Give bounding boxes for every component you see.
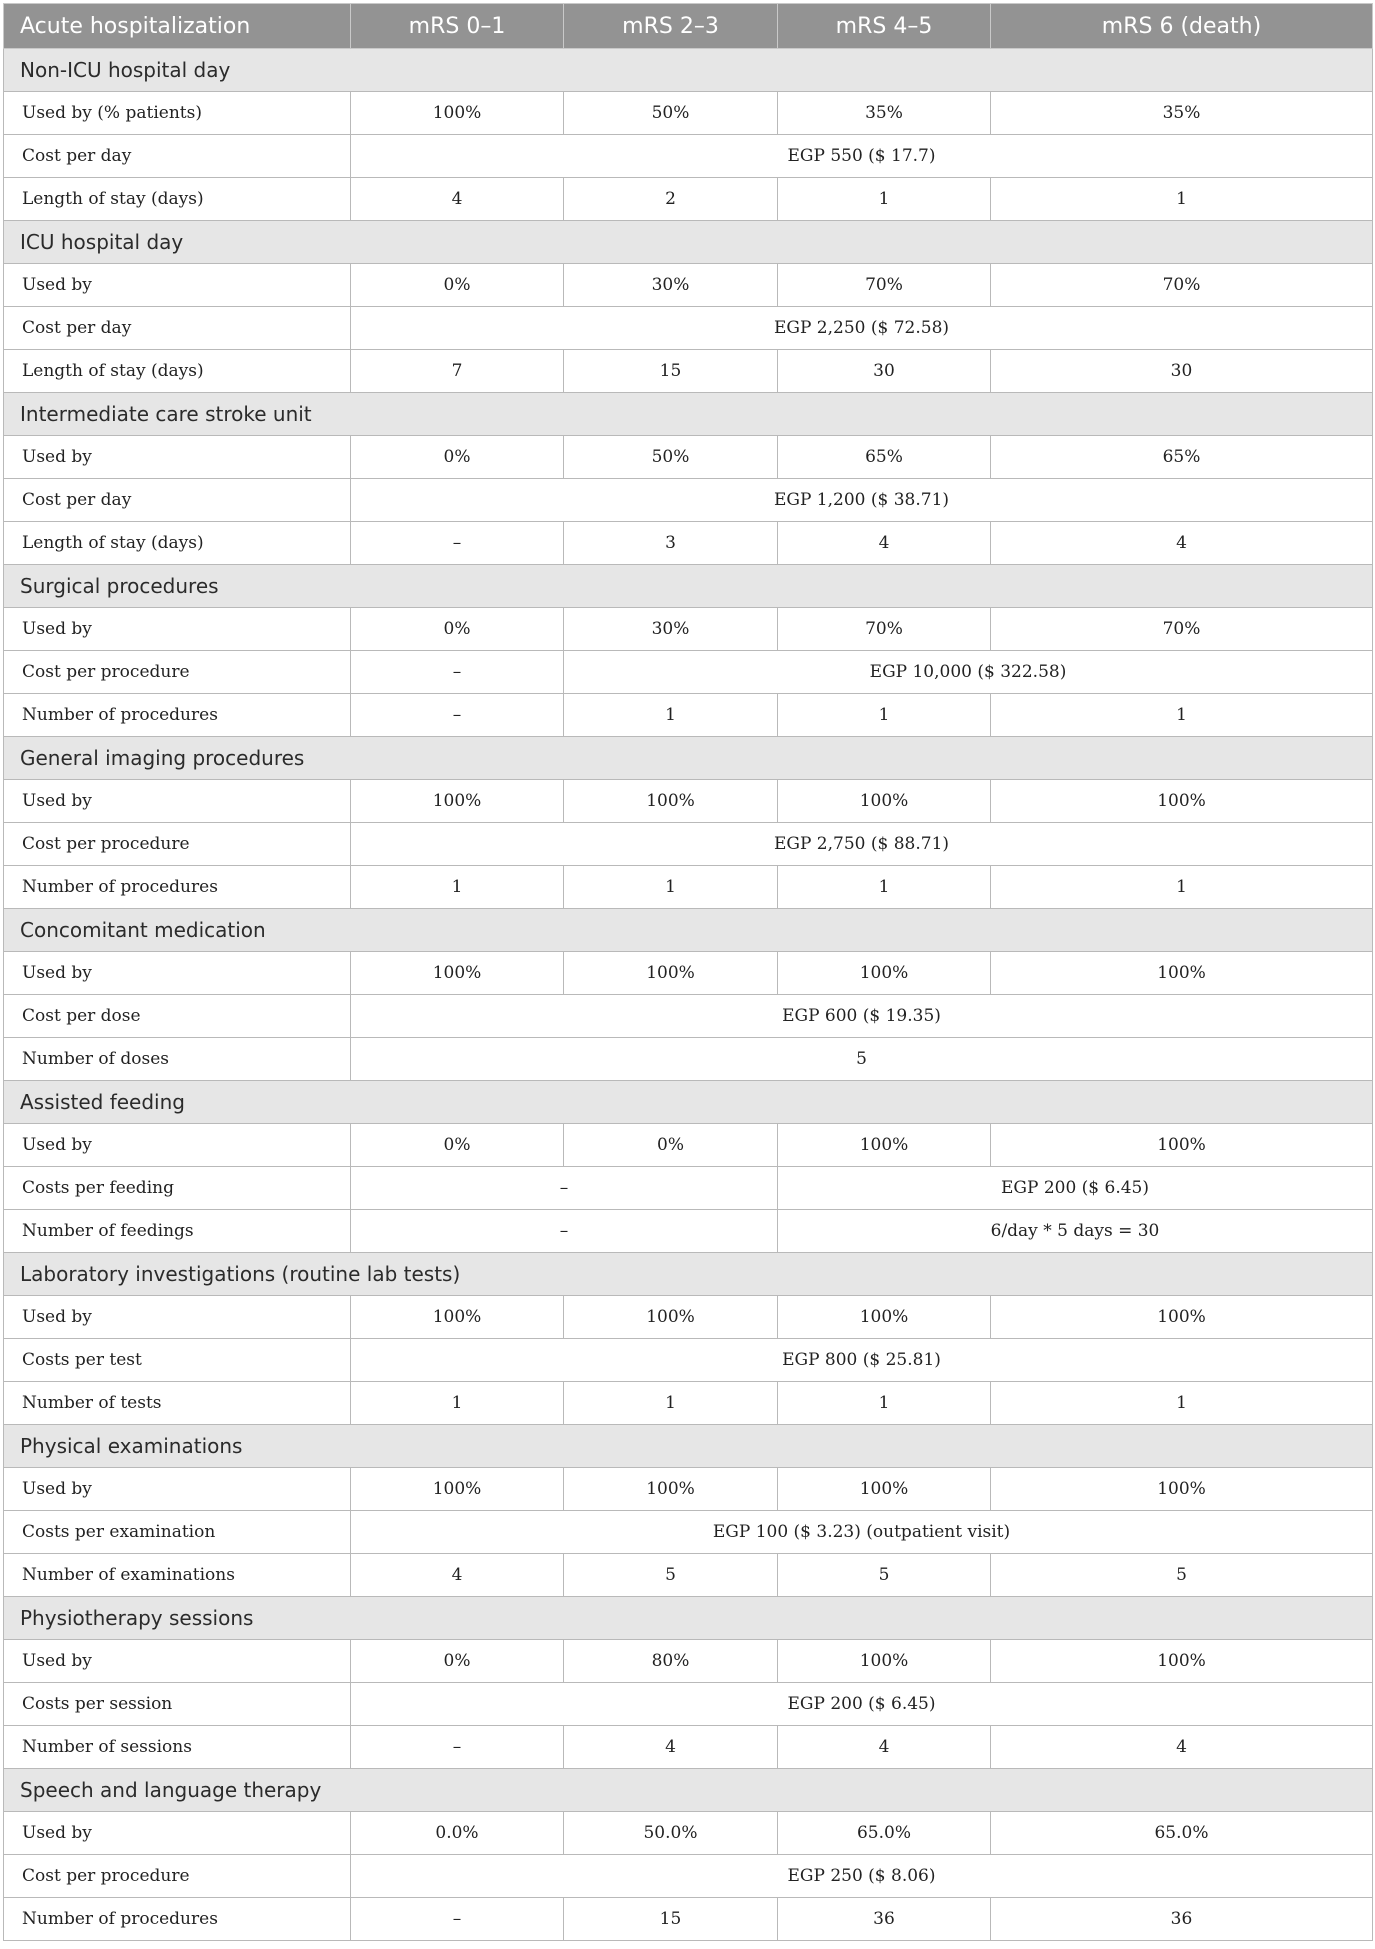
table-cell: 1 [564,866,778,909]
table-cell: EGP 2,250 ($ 72.58) [351,307,1373,350]
table-row [4,436,1373,479]
row-label: Number of procedures [4,866,351,909]
table-cell: 4 [351,178,564,221]
table-cell: 50% [564,92,778,135]
table-cell: 2 [564,178,778,221]
table-cell: 100% [778,1468,991,1511]
row-label: Costs per examination [4,1511,351,1554]
table-cell: 35% [778,92,991,135]
table-cell: 30 [991,350,1373,393]
section-header-row [4,737,1373,780]
table-cell: 1 [564,1382,778,1425]
row-label: Used by [4,1124,351,1167]
section-title: Non-ICU hospital day [4,49,1373,92]
section-title: Physical examinations [4,1425,1373,1468]
table-row [4,92,1373,135]
table-cell: – [351,1726,564,1769]
table-row [4,264,1373,307]
section-header-row [4,1425,1373,1468]
table-row [4,1554,1373,1597]
row-label: Number of procedures [4,1898,351,1941]
row-label: Used by [4,436,351,479]
table-cell: – [351,1210,778,1253]
table-cell: 65.0% [778,1812,991,1855]
table-body [4,49,1373,1941]
table-cell: 1 [351,866,564,909]
table-cell: – [351,1167,778,1210]
row-label: Cost per dose [4,995,351,1038]
table-cell: 100% [778,1296,991,1339]
table-cell: EGP 100 ($ 3.23) (outpatient visit) [351,1511,1373,1554]
table-cell: 100% [778,1640,991,1683]
row-label: Number of sessions [4,1726,351,1769]
section-title: Surgical procedures [4,565,1373,608]
row-label: Used by [4,1468,351,1511]
row-label: Used by [4,1640,351,1683]
table-cell: 30% [564,608,778,651]
table-cell: 0% [351,608,564,651]
table-cell: – [351,522,564,565]
row-label: Length of stay (days) [4,522,351,565]
row-label: Cost per procedure [4,823,351,866]
table-cell: EGP 800 ($ 25.81) [351,1339,1373,1382]
table-row [4,1124,1373,1167]
table-cell: 1 [778,1382,991,1425]
table-cell: 1 [351,1382,564,1425]
table-cell: EGP 10,000 ($ 322.58) [564,651,1373,694]
table-row [4,823,1373,866]
section-header-row [4,49,1373,92]
header-cell: mRS 0–1 [351,4,564,49]
table-cell: 36 [991,1898,1373,1941]
table-cell: 1 [991,178,1373,221]
row-label: Used by [4,264,351,307]
section-title: Concomitant medication [4,909,1373,952]
row-label: Used by [4,780,351,823]
table-row [4,1898,1373,1941]
table-cell: 100% [778,780,991,823]
table-row [4,1382,1373,1425]
table-cell: EGP 600 ($ 19.35) [351,995,1373,1038]
table-cell: 0% [564,1124,778,1167]
table-cell: 0% [351,264,564,307]
row-label: Cost per day [4,479,351,522]
section-header-row [4,909,1373,952]
table-row [4,307,1373,350]
table-cell: 70% [778,608,991,651]
table-cell: 100% [564,1468,778,1511]
table-cell: 100% [778,1124,991,1167]
table-cell: 5 [991,1554,1373,1597]
table-cell: 0% [351,1124,564,1167]
table-cell: EGP 1,200 ($ 38.71) [351,479,1373,522]
table-row [4,995,1373,1038]
row-label: Cost per day [4,307,351,350]
table-cell: 100% [564,1296,778,1339]
section-title: General imaging procedures [4,737,1373,780]
section-title: ICU hospital day [4,221,1373,264]
table-cell: 65.0% [991,1812,1373,1855]
table-cell: 100% [991,1468,1373,1511]
table-cell: 100% [564,780,778,823]
section-title: Physiotherapy sessions [4,1597,1373,1640]
row-label: Number of examinations [4,1554,351,1597]
table-cell: – [351,1898,564,1941]
table-cell: 7 [351,350,564,393]
header-cell: mRS 6 (death) [991,4,1373,49]
table-cell: 1 [564,694,778,737]
table-row [4,178,1373,221]
table-row [4,1468,1373,1511]
table-row [4,694,1373,737]
table-cell: 100% [991,780,1373,823]
table-cell: 1 [991,866,1373,909]
table-row [4,1210,1373,1253]
section-title: Intermediate care stroke unit [4,393,1373,436]
row-label: Number of tests [4,1382,351,1425]
table-cell: 65% [778,436,991,479]
table-cell: 50.0% [564,1812,778,1855]
section-header-row [4,1081,1373,1124]
table-row [4,608,1373,651]
table-row [4,1296,1373,1339]
table-cell: 1 [991,1382,1373,1425]
table-cell: 4 [778,1726,991,1769]
table-row [4,1812,1373,1855]
table-cell: 70% [778,264,991,307]
section-title: Assisted feeding [4,1081,1373,1124]
table-cell: 0.0% [351,1812,564,1855]
table-cell: 6/day * 5 days = 30 [778,1210,1373,1253]
table-cell: 15 [564,1898,778,1941]
table-row [4,1855,1373,1898]
row-label: Costs per session [4,1683,351,1726]
table-cell: 100% [351,92,564,135]
table-cell: 100% [351,780,564,823]
table-container [3,0,1372,1941]
table-cell: 4 [351,1554,564,1597]
table-row [4,135,1373,178]
table-row [4,952,1373,995]
table-cell: 70% [991,264,1373,307]
row-label: Number of procedures [4,694,351,737]
row-label: Cost per procedure [4,651,351,694]
row-label: Number of doses [4,1038,351,1081]
table-row [4,651,1373,694]
table-cell: 100% [991,1640,1373,1683]
table-cell: 5 [564,1554,778,1597]
table-cell: 36 [778,1898,991,1941]
section-header-row [4,393,1373,436]
table-row [4,1339,1373,1382]
section-header-row [4,1597,1373,1640]
table-cell: 100% [351,1296,564,1339]
table-row [4,866,1373,909]
table-cell: 100% [991,1296,1373,1339]
table-cell: EGP 2,750 ($ 88.71) [351,823,1373,866]
table-row [4,350,1373,393]
table-row [4,780,1373,823]
table-cell: 80% [564,1640,778,1683]
row-label: Used by [4,608,351,651]
table-row [4,479,1373,522]
row-label: Used by [4,952,351,995]
header-cell: mRS 4–5 [778,4,991,49]
table-cell: 4 [564,1726,778,1769]
table-cell: EGP 200 ($ 6.45) [778,1167,1373,1210]
section-title: Speech and language therapy [4,1769,1373,1812]
table-row [4,1511,1373,1554]
table-cell: EGP 200 ($ 6.45) [351,1683,1373,1726]
table-row [4,1683,1373,1726]
section-title: Laboratory investigations (routine lab tests) [4,1253,1373,1296]
table-cell: 100% [991,952,1373,995]
table-cell: 1 [778,178,991,221]
table-cell: 50% [564,436,778,479]
header-cell: mRS 2–3 [564,4,778,49]
table-cell: 5 [778,1554,991,1597]
section-header-row [4,1253,1373,1296]
row-label: Length of stay (days) [4,178,351,221]
row-label: Length of stay (days) [4,350,351,393]
table-cell: 100% [351,952,564,995]
table-cell: 30 [778,350,991,393]
table-cell: 100% [564,952,778,995]
table-cell: 70% [991,608,1373,651]
table-cell: 5 [351,1038,1373,1081]
table-row [4,1640,1373,1683]
table-row [4,1038,1373,1081]
table-cell: 0% [351,1640,564,1683]
table-cell: 1 [778,866,991,909]
table-cell: 35% [991,92,1373,135]
row-label: Cost per procedure [4,1855,351,1898]
table-cell: – [351,694,564,737]
table-row [4,1726,1373,1769]
row-label: Used by (% patients) [4,92,351,135]
section-header-row [4,1769,1373,1812]
section-header-row [4,221,1373,264]
table-cell: 30% [564,264,778,307]
section-header-row [4,565,1373,608]
table-cell: 0% [351,436,564,479]
table-cell: 1 [778,694,991,737]
table-cell: 4 [991,522,1373,565]
row-label: Used by [4,1812,351,1855]
header-cell: Acute hospitalization [4,4,351,49]
table-row [4,522,1373,565]
table-cell: 65% [991,436,1373,479]
cost-table [3,3,1373,1941]
table-cell: – [351,651,564,694]
row-label: Cost per day [4,135,351,178]
table-header [4,4,1373,49]
table-cell: 100% [778,952,991,995]
table-cell: 4 [991,1726,1373,1769]
row-label: Costs per test [4,1339,351,1382]
table-cell: 4 [778,522,991,565]
table-cell: 100% [991,1124,1373,1167]
table-cell: 100% [351,1468,564,1511]
row-label: Costs per feeding [4,1167,351,1210]
row-label: Number of feedings [4,1210,351,1253]
table-cell: 15 [564,350,778,393]
table-cell: 3 [564,522,778,565]
row-label: Used by [4,1296,351,1339]
table-row [4,1167,1373,1210]
table-cell: EGP 550 ($ 17.7) [351,135,1373,178]
table-cell: 1 [991,694,1373,737]
table-cell: EGP 250 ($ 8.06) [351,1855,1373,1898]
header-row [4,4,1373,49]
